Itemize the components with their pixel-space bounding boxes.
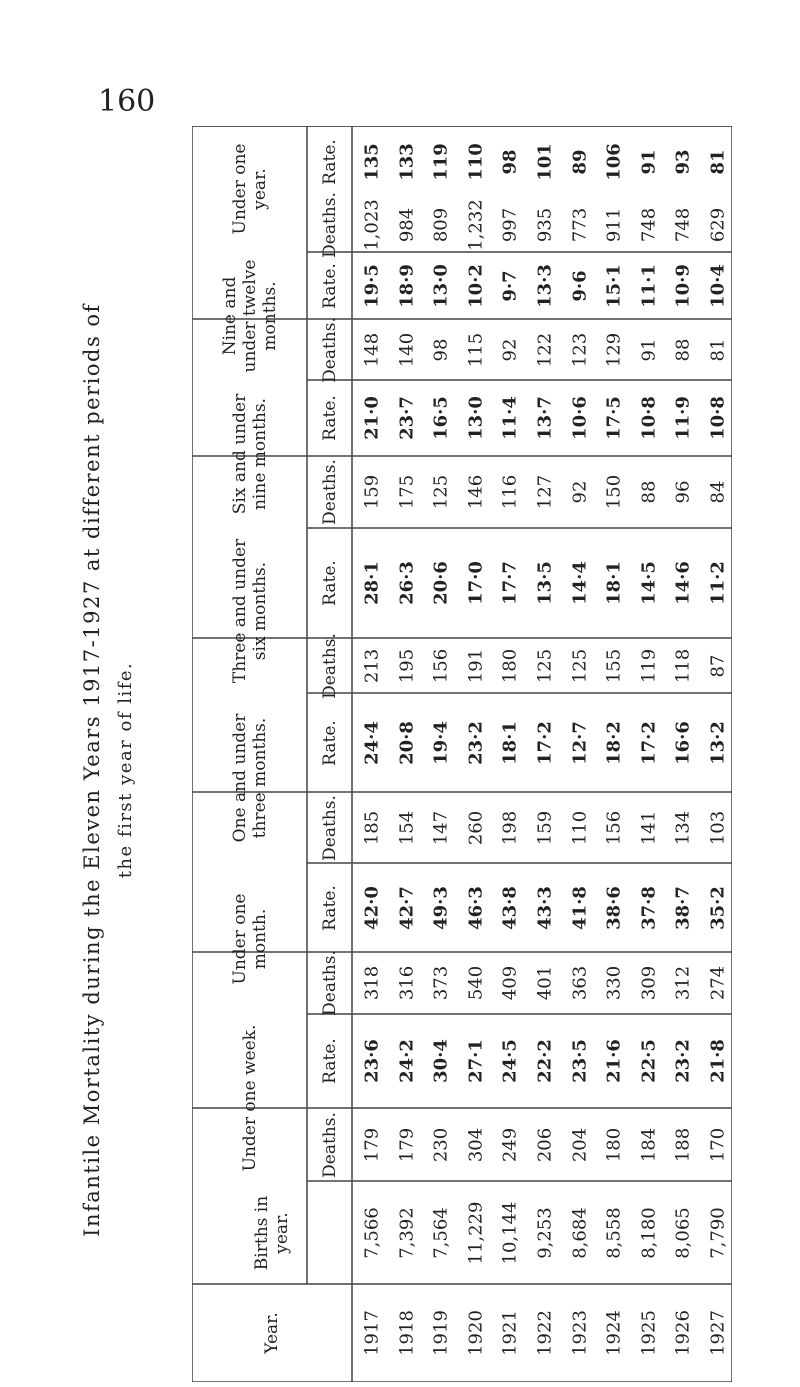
table-cell-m6_9_rate: 21·0 [361,396,383,440]
table-cell-m1_3_rate: 24·4 [361,720,383,765]
table-cell-m6_9_deaths: 150 [603,474,625,510]
table-cell-m3_6_rate: 28·1 [361,561,383,605]
table-cell-m6_9_deaths: 146 [465,474,487,510]
table-cell-m1_3_deaths: 141 [638,810,660,845]
table-cell-year_deaths: 629 [707,207,729,243]
table-cell-m1_3_deaths: 110 [569,810,591,845]
table-cell-m1_3_deaths: 159 [534,810,556,845]
table-cell-m3_6_rate: 26·3 [396,561,418,605]
table-cell-year_rate: 81 [707,149,729,175]
table-cell-m3_6_deaths: 125 [534,648,556,683]
group-header-6: Under one year. [229,143,270,235]
header-births: Births in year. [252,1195,292,1270]
table-cell-month_rate: 35·2 [707,885,729,930]
table-cell-m9_12_rate: 9·6 [569,269,591,302]
table-cell-m6_9_rate: 10·8 [638,396,660,440]
table-cell-m6_9_deaths: 125 [430,474,452,510]
table-cell-m6_9_rate: 10·8 [707,396,729,440]
table-cell-year_deaths: 911 [603,207,625,243]
column-header-m6_9_rate: Rate. [319,395,340,441]
table-cell-m6_9_deaths: 127 [534,474,556,510]
table-cell-m3_6_deaths: 180 [499,648,521,683]
table-cell-month_deaths: 274 [707,965,729,1001]
table-cell-week_rate: 22·5 [638,1039,660,1083]
table-cell-m6_9_rate: 13·0 [465,396,487,440]
table-cell-month_deaths: 363 [569,965,591,1001]
table-cell-m3_6_deaths: 155 [603,648,625,683]
table-cell-m1_3_rate: 17·2 [638,720,660,765]
table-cell-m3_6_deaths: 119 [638,648,660,683]
table-cell-m9_12_deaths: 123 [569,332,591,367]
table-cell-m6_9_rate: 17·5 [603,396,625,440]
group-header-2: One and under three months. [229,713,270,843]
table-cell-year_rate: 89 [569,149,591,175]
table-cell-week_rate: 21·6 [603,1039,625,1083]
group-header-4: Six and under nine months. [229,393,270,515]
table-cell-year_deaths: 1,232 [465,199,487,251]
table-cell-births: 8,684 [569,1206,591,1259]
table-cell-m6_9_deaths: 88 [638,480,660,504]
table-cell-m3_6_deaths: 191 [465,648,487,683]
table-cell-births: 7,564 [430,1206,452,1259]
table-cell-month_deaths: 401 [534,965,556,1001]
table-cell-week_deaths: 180 [603,1127,625,1162]
table-cell-m3_6_rate: 18·1 [603,561,625,605]
column-header-month_rate: Rate. [319,884,340,931]
table-cell-births: 8,558 [603,1206,625,1259]
table-cell-m3_6_rate: 14·5 [638,561,660,605]
table-cell-year: 1918 [396,1310,418,1356]
table-cell-births: 8,065 [672,1206,694,1259]
table-cell-births: 10,144 [499,1201,521,1264]
table-cell-year_deaths: 773 [569,207,591,243]
table-cell-m9_12_rate: 13·3 [534,263,556,308]
table-cell-year_rate: 101 [534,143,556,181]
table-cell-m3_6_deaths: 213 [361,648,383,683]
table-cell-m9_12_rate: 10·9 [672,263,694,308]
table-cell-m6_9_deaths: 92 [569,480,591,504]
table-cell-births: 8,180 [638,1206,660,1259]
table-cell-year_deaths: 935 [534,207,556,243]
table-cell-week_deaths: 304 [465,1127,487,1162]
table-cell-week_rate: 21·8 [707,1039,729,1083]
column-header-m3_6_rate: Rate. [319,560,340,606]
table-cell-m6_9_rate: 23·7 [396,396,418,440]
group-header-1: Under one month. [229,893,270,984]
table-cell-m9_12_deaths: 91 [638,338,660,361]
table-cell-year_deaths: 809 [430,207,452,243]
column-header-m9_12_rate: Rate. [319,262,340,309]
table-cell-week_deaths: 170 [707,1127,729,1162]
table-cell-week_deaths: 188 [672,1127,694,1162]
table-cell-month_rate: 43·8 [499,885,521,930]
table-cell-m9_12_rate: 11·1 [638,263,660,308]
table-cell-m9_12_deaths: 148 [361,332,383,367]
table-cell-month_deaths: 316 [396,965,418,1001]
mortality-table [192,126,732,1382]
header-year: Year. [262,1312,282,1354]
table-cell-week_rate: 27·1 [465,1039,487,1083]
table-cell-m1_3_rate: 18·1 [499,720,521,765]
table-cell-year: 1927 [707,1310,729,1356]
table-cell-year_rate: 110 [465,143,487,181]
table-cell-month_deaths: 318 [361,965,383,1001]
table-cell-m1_3_deaths: 103 [707,810,729,845]
table-cell-m9_12_deaths: 88 [672,338,694,361]
table-cell-year_deaths: 997 [499,207,521,243]
table-cell-m1_3_rate: 13·2 [707,720,729,765]
table-cell-m1_3_deaths: 154 [396,810,418,845]
table-cell-year: 1921 [499,1310,521,1356]
table-cell-births: 7,392 [396,1206,418,1259]
table-cell-m9_12_rate: 13·0 [430,263,452,308]
table-cell-m3_6_rate: 20·6 [430,561,452,605]
table-cell-year: 1924 [603,1310,625,1356]
table-cell-month_rate: 43·3 [534,885,556,930]
table-cell-year_rate: 135 [361,143,383,181]
page-number: 160 [98,84,156,119]
table-cell-m3_6_rate: 14·4 [569,561,591,605]
table-cell-year: 1919 [430,1310,452,1356]
table-cell-m9_12_rate: 19·5 [361,263,383,308]
table-cell-m1_3_rate: 12·7 [569,720,591,765]
column-header-m1_3_deaths: Deaths. [319,794,340,861]
table-cell-births: 7,790 [707,1206,729,1259]
table-cell-week_deaths: 184 [638,1127,660,1162]
table-cell-m3_6_rate: 14·6 [672,561,694,605]
table-cell-m1_3_deaths: 147 [430,810,452,845]
table-cell-week_rate: 22·2 [534,1039,556,1083]
table-cell-m6_9_rate: 11·4 [499,396,521,440]
table-cell-week_deaths: 206 [534,1127,556,1162]
group-header-5: Nine and under twelve months. [219,259,280,373]
table-cell-m3_6_deaths: 118 [672,648,694,683]
table-cell-m6_9_deaths: 159 [361,474,383,510]
table-cell-month_deaths: 409 [499,965,521,1001]
table-cell-m9_12_rate: 10·2 [465,263,487,308]
table-title [74,232,144,1307]
table-cell-m9_12_deaths: 92 [499,338,521,361]
table-cell-year_rate: 93 [672,149,694,175]
table-cell-m9_12_rate: 9·7 [499,269,521,302]
table-cell-year: 1923 [569,1310,591,1356]
table-cell-m1_3_rate: 23·2 [465,720,487,765]
table-cell-m9_12_deaths: 98 [430,338,452,361]
table-title-line-2: the first year of life. [115,661,136,878]
table-cell-year_rate: 119 [430,143,452,181]
table-cell-births: 7,566 [361,1206,383,1259]
column-header-year_deaths: Deaths. [319,192,340,258]
table-cell-year_rate: 91 [638,149,660,175]
table-cell-week_deaths: 204 [569,1127,591,1162]
table-cell-week_deaths: 249 [499,1127,521,1162]
table-cell-m3_6_deaths: 125 [569,648,591,683]
table-cell-year_rate: 133 [396,143,418,181]
table-cell-month_rate: 49·3 [430,885,452,930]
table-cell-year: 1917 [361,1310,383,1356]
table-cell-year_rate: 106 [603,143,625,181]
column-header-month_deaths: Deaths. [319,950,340,1016]
table-cell-m6_9_rate: 10·6 [569,396,591,440]
table-cell-week_rate: 30·4 [430,1039,452,1083]
table-cell-m9_12_deaths: 115 [465,332,487,367]
table-cell-week_deaths: 230 [430,1127,452,1162]
table-cell-week_rate: 23·5 [569,1039,591,1083]
table-cell-year: 1925 [638,1310,660,1356]
table-cell-year_deaths: 748 [638,207,660,243]
table-cell-m1_3_deaths: 260 [465,810,487,845]
table-cell-m3_6_rate: 11·2 [707,561,729,605]
table-cell-year: 1926 [672,1310,694,1356]
table-cell-births: 9,253 [534,1206,556,1259]
table-cell-year_deaths: 748 [672,207,694,243]
table-cell-m9_12_rate: 18·9 [396,263,418,308]
table-cell-m9_12_deaths: 81 [707,338,729,361]
table-cell-m1_3_rate: 19·4 [430,720,452,765]
table-cell-m3_6_deaths: 156 [430,648,452,683]
table-cell-month_rate: 38·7 [672,885,694,930]
table-cell-week_rate: 23·6 [361,1039,383,1083]
table-cell-m3_6_deaths: 87 [707,654,729,677]
table-cell-m3_6_rate: 13·5 [534,561,556,605]
table-cell-m1_3_deaths: 134 [672,810,694,845]
table-cell-week_rate: 24·5 [499,1039,521,1083]
table-cell-m3_6_rate: 17·7 [499,561,521,605]
table-cell-year: 1920 [465,1310,487,1356]
column-header-m1_3_rate: Rate. [319,719,340,766]
table-cell-week_deaths: 179 [396,1127,418,1162]
table-cell-m1_3_rate: 16·6 [672,720,694,765]
table-cell-m1_3_rate: 17·2 [534,720,556,765]
table-cell-month_rate: 37·8 [638,885,660,930]
table-cell-m9_12_rate: 15·1 [603,263,625,308]
table-cell-month_rate: 42·0 [361,885,383,930]
table-cell-m1_3_deaths: 185 [361,810,383,845]
table-cell-m1_3_deaths: 198 [499,810,521,845]
table-cell-m6_9_rate: 13·7 [534,396,556,440]
group-header-0: Under one week. [239,1024,260,1171]
column-header-week_deaths: Deaths. [319,1111,340,1178]
table-cell-m1_3_rate: 18·2 [603,720,625,765]
table-cell-m9_12_deaths: 122 [534,332,556,367]
table-cell-month_deaths: 540 [465,965,487,1001]
table-cell-week_rate: 24·2 [396,1039,418,1083]
table-cell-year_deaths: 984 [396,207,418,243]
table-cell-m6_9_rate: 16·5 [430,396,452,440]
table-cell-year_deaths: 1,023 [361,199,383,251]
table-cell-m9_12_deaths: 140 [396,332,418,367]
column-header-m3_6_deaths: Deaths. [319,632,340,699]
table-cell-m6_9_deaths: 116 [499,474,521,510]
table-cell-month_rate: 38·6 [603,885,625,930]
column-header-m6_9_deaths: Deaths. [319,459,340,525]
table-cell-year_rate: 98 [499,149,521,175]
table-cell-m1_3_deaths: 156 [603,810,625,845]
table-cell-births: 11,229 [465,1201,487,1264]
table-cell-month_rate: 42·7 [396,885,418,930]
column-header-year_rate: Rate. [319,139,340,185]
table-cell-month_rate: 46·3 [465,885,487,930]
table-cell-month_deaths: 373 [430,965,452,1001]
group-header-3: Three and under six months. [229,538,270,683]
table-cell-m6_9_deaths: 96 [672,480,694,504]
table-cell-year: 1922 [534,1310,556,1356]
table-cell-week_deaths: 179 [361,1127,383,1162]
table-cell-m6_9_rate: 11·9 [672,396,694,440]
table-cell-month_deaths: 330 [603,965,625,1001]
column-header-week_rate: Rate. [319,1038,340,1084]
table-cell-m3_6_deaths: 195 [396,648,418,683]
table-title-line-1: Infantile Mortality during the Eleven Years 1917-1927 at different periods of [80,302,104,1237]
table-cell-m1_3_rate: 20·8 [396,720,418,765]
table-cell-m3_6_rate: 17·0 [465,561,487,605]
column-header-m9_12_deaths: Deaths. [319,316,340,383]
table-cell-week_rate: 23·2 [672,1039,694,1083]
table-cell-month_deaths: 309 [638,965,660,1001]
table-cell-m6_9_deaths: 175 [396,474,418,510]
table-cell-m9_12_deaths: 129 [603,332,625,367]
table-cell-m9_12_rate: 10·4 [707,263,729,308]
table-cell-month_rate: 41·8 [569,885,591,930]
table-cell-m6_9_deaths: 84 [707,480,729,504]
table-cell-month_deaths: 312 [672,965,694,1001]
